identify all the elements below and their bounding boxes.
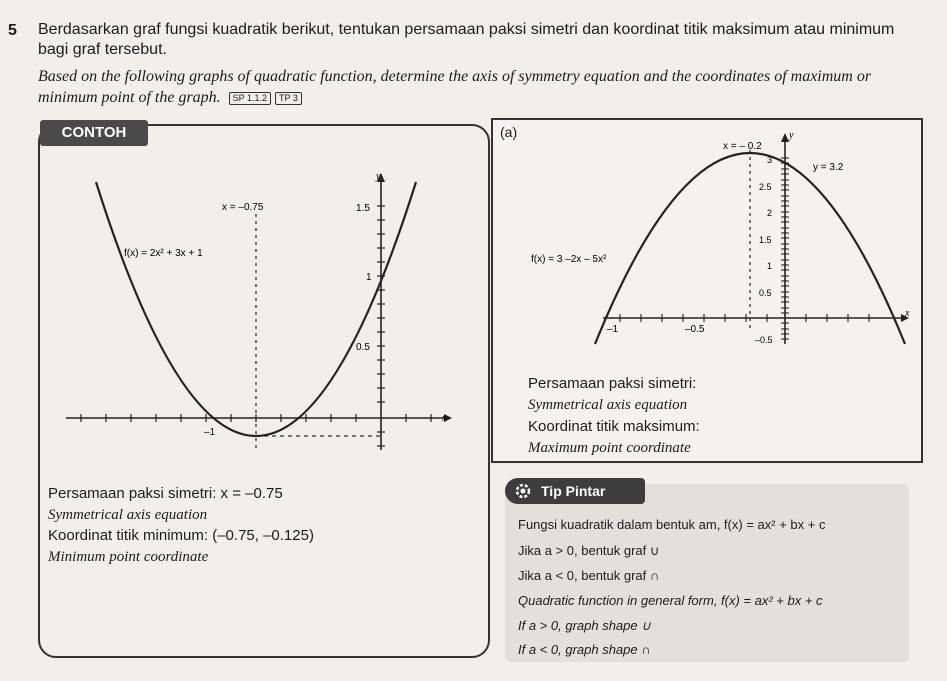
question-text-english [38,66,918,108]
tip-line-4: Quadratic function in general form, f(x) = ax² + bx + c [518,593,823,608]
part-a-point-prompt: Koordinat titik maksimum: [528,418,700,435]
question-text-english-body: Based on the following graphs of quadratic function, determine the axis of symmetry equation and the coordinates of maximum or minimum point of the graph. [38,68,872,106]
part-a-x-letter: x [905,308,910,319]
tip-header [505,478,645,504]
part-a-y-tick-2-5: 2.5 [759,182,772,192]
question-number: 5 [8,22,17,39]
part-a-y-tick-neg0-5: –0.5 [755,335,773,345]
part-a-point-prompt-en: Maximum point coordinate [528,440,691,456]
part-a-label: (a) [500,124,518,140]
part-a-x-tick-neg1: –1 [607,324,619,335]
example-graph [46,160,466,460]
skill-tag: SP 1.1.2 [229,92,271,105]
example-axis-answer-en: Symmetrical axis equation [48,507,208,523]
example-label: CONTOH [40,120,148,146]
tip-line-2: Jika a > 0, bentuk graf ∪ [518,543,660,558]
part-a-graph [495,122,921,362]
level-tag: TP 3 [275,92,302,105]
example-x-letter: x [442,413,447,424]
part-a-y-tick-1: 1 [767,261,773,271]
part-a-axis-prompt: Persamaan paksi simetri: [528,375,697,392]
tip-line-3: Jika a < 0, bentuk graf ∩ [518,568,660,583]
example-function-label: f(x) = 2x² + 3x + 1 [124,248,203,259]
part-a-axis-prompt-en: Symmetrical axis equation [528,397,688,413]
example-axis-label: x = –0.75 [222,202,264,213]
gear-icon [513,481,533,501]
example-y-tick-1: 1 [366,272,372,283]
part-a-y-letter: y [789,130,794,141]
tip-line-1: Fungsi kuadratik dalam bentuk am, f(x) = ax² + bx + c [518,517,826,532]
tip-line-6: If a < 0, graph shape ∩ [518,642,651,657]
example-y-tick-0-5: 0.5 [356,342,370,353]
example-x-tick-neg1: –1 [204,427,216,438]
part-a-x-tick-neg0-5: –0.5 [685,324,705,335]
tip-line-5: If a > 0, graph shape ∪ [518,618,651,633]
example-axis-answer: Persamaan paksi simetri: x = –0.75 [48,485,283,502]
part-a-function-label: f(x) = 3 –2x – 5x² [531,254,607,265]
tip-title: Tip Pintar [541,483,606,499]
part-a-max-label: y = 3.2 [813,162,844,173]
part-a-y-tick-1-5: 1.5 [759,235,772,245]
part-a-axis-label: x = – 0.2 [723,141,762,152]
example-y-letter: y [376,171,381,182]
example-point-answer-en: Minimum point coordinate [48,549,209,565]
example-y-tick-1-5: 1.5 [356,203,370,214]
part-a-y-tick-3: 3 [767,155,773,165]
part-a-y-arrow [781,133,789,142]
example-point-answer: Koordinat titik minimum: (–0.75, –0.125) [48,527,314,544]
question-text-malay: Berdasarkan graf fungsi kuadratik berikut, tentukan persamaan paksi simetri dan koordinat titik maksimum atau minimum bagi graf tersebut. [38,21,895,58]
part-a-y-tick-2: 2 [767,208,773,218]
part-a-y-tick-0-5: 0.5 [759,288,772,298]
